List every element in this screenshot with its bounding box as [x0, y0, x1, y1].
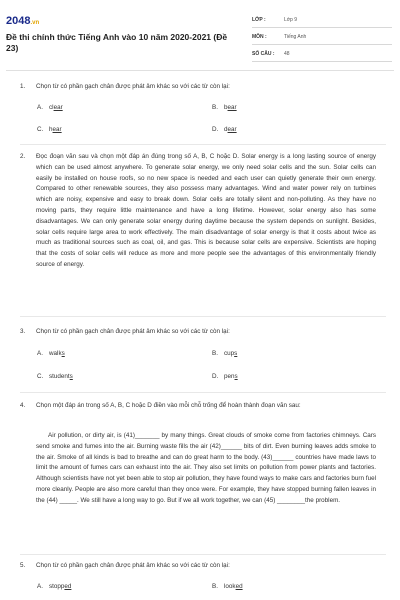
option-letter: A. [37, 104, 43, 111]
option-underlined: ear [53, 104, 63, 111]
meta-row-class [252, 13, 392, 28]
option-3d[interactable] [212, 373, 238, 380]
option-underlined: ear [227, 126, 237, 133]
meta-key: MÔN : [252, 34, 267, 40]
document-header [0, 0, 400, 70]
option-text: stopp [49, 583, 65, 590]
option-underlined: s [69, 373, 73, 380]
document-title: Đề thi chính thức Tiếng Anh vào 10 năm 2020-2021 (Đề 23) [6, 32, 228, 53]
meta-value: Tiếng Anh [284, 34, 307, 40]
option-text: look [224, 583, 236, 590]
option-letter: A. [37, 350, 43, 357]
option-1a[interactable] [37, 104, 63, 111]
question-stem: Chọn một đáp án trong số A, B, C hoặc D điền vào mỗi chỗ trống để hoàn thành đoạn văn sau: [36, 402, 301, 409]
option-letter: C. [37, 126, 44, 133]
option-underlined: s [234, 350, 238, 357]
question-number: 5. [20, 562, 26, 569]
document-meta [252, 13, 392, 64]
option-text: cl [49, 104, 54, 111]
option-underlined: ed [235, 583, 243, 590]
option-text: walk [49, 350, 62, 357]
option-text: d [224, 126, 228, 133]
option-letter: D. [212, 373, 219, 380]
logo-suffix: .vn [30, 20, 40, 26]
question-stem: Chọn từ có phần gạch chân được phát âm khác so với các từ còn lại: [36, 83, 230, 90]
option-letter: A. [37, 583, 43, 590]
option-3a[interactable] [37, 350, 65, 357]
option-letter: B. [212, 350, 218, 357]
reading-passage: Đọc đoạn văn sau và chọn một đáp án đúng trong số A, B, C hoặc D. Solar energy is a long lasting source of energy which can be used almost anywhere. To generate solar energy, we only need solar cells and the sun. Solar cells can easily be installed on house roofs, so no new space is needed and each user can quietly generate their own energy. Compared to other renewable sources, they also possess many advantages. Wind and water power rely on turbines which are noisy, expensive and easy to break down. Solar cells are totally silent and non-polluting. As they have no moving parts, they require little maintenance and have a long lifetime. However, solar energy also has some disadvantages. We can only generate solar energy during daytime because the system depends on sunlight. Besides, solar cells require large area to work effectively. The main disadvantage of solar energy is that it costs about twice as much as traditional sources such as coal, oil, and gas. This is because solar cells are expensive. Scientists are hoping that the costs of solar cells will reduce as more and more people see the advantages of this environmentally friendly source of energy. [36, 153, 376, 268]
option-5a[interactable] [37, 583, 71, 590]
question-number: 1. [20, 83, 26, 90]
meta-value: 48 [284, 51, 290, 57]
option-text: h [49, 126, 53, 133]
question-number: 2. [20, 153, 26, 160]
option-1b[interactable] [212, 104, 237, 111]
option-text: student [49, 373, 70, 380]
option-underlined: s [61, 350, 65, 357]
meta-row-count [252, 47, 392, 62]
option-3c[interactable] [37, 373, 73, 380]
option-3b[interactable] [212, 350, 237, 357]
meta-row-subject [252, 30, 392, 45]
option-letter: B. [212, 104, 218, 111]
option-letter: D. [212, 126, 219, 133]
option-underlined: ear [227, 104, 237, 111]
question-separator [20, 316, 386, 317]
option-text: b [224, 104, 228, 111]
meta-key: LỚP : [252, 17, 266, 23]
option-5b[interactable] [212, 583, 243, 590]
option-underlined: s [234, 373, 238, 380]
question-separator [20, 392, 386, 393]
option-underlined: ear [52, 126, 62, 133]
option-underlined: ed [64, 583, 72, 590]
question-stem: Chọn từ có phần gạch chân được phát âm khác so với các từ còn lại: [36, 328, 230, 335]
question-separator [20, 554, 386, 555]
option-text: pen [224, 373, 235, 380]
option-1c[interactable] [37, 126, 62, 133]
option-1d[interactable] [212, 126, 237, 133]
header-divider [6, 70, 394, 71]
cloze-passage: Air pollution, or dirty air, is (41)_______ by many things. Great clouds of smoke come from factories chimneys. Cars send smoke and fumes into the air. Burning waste fills the air (42)______ bits of dirt. Even burning leaves adds smoke to the air. Smoke of all kinds is bad to breathe and can do great harm to the body. (43)______ countries have made laws to limit the amount of fumes cars can exhaust into the air. They also set limits on pollution from power plants and factories. Although scientists have not yet been able to stop air pollution, they have found ways to make cars and factories burn fuel more cleanly. People are also more careful than they once were. For example, they have stopped burning fallen leaves in the (44) _____. We still have a long way to go. But if we all work together, we can (45) ________the problem. [36, 432, 376, 504]
question-number: 3. [20, 328, 26, 335]
logo-text: 2048 [6, 15, 31, 27]
option-letter: C. [37, 373, 44, 380]
site-logo[interactable] [6, 15, 39, 27]
meta-key: SỐ CÂU : [252, 51, 275, 57]
option-text: cup [224, 350, 235, 357]
meta-value: Lớp 9 [284, 17, 298, 23]
option-letter: B. [212, 583, 218, 590]
question-number: 4. [20, 402, 26, 409]
question-stem: Chọn từ có phần gạch chân được phát âm khác so với các từ còn lại: [36, 562, 230, 569]
question-separator [20, 144, 386, 145]
